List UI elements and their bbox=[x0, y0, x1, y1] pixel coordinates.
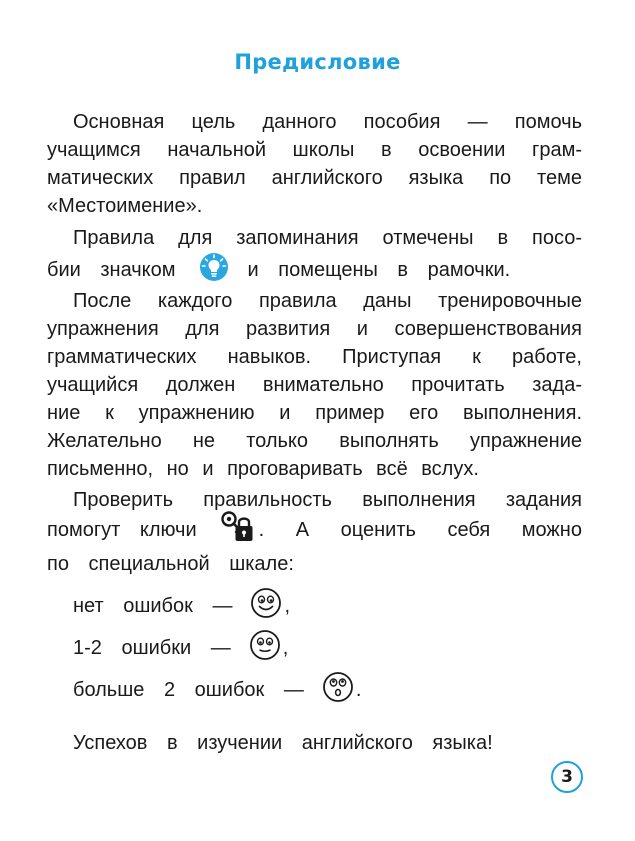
paragraph-line: упражнения для развития и совершенствования bbox=[47, 318, 582, 340]
scale-label: нет ошибок — bbox=[73, 594, 233, 617]
paragraph-text: помогут ключи bbox=[47, 519, 197, 541]
scale-punct: , bbox=[282, 636, 289, 659]
paragraph-line: учащийся должен внимательно прочитать зада- bbox=[47, 374, 582, 396]
paragraph-text bbox=[259, 518, 582, 542]
scale-label: больше 2 ошибок — bbox=[73, 678, 304, 701]
surprised-face-icon bbox=[322, 671, 354, 709]
scale-item bbox=[73, 586, 290, 626]
paragraph-line bbox=[47, 516, 582, 544]
scale-item bbox=[73, 670, 361, 710]
paragraph-line: «Местоимение». bbox=[47, 195, 203, 217]
paragraph-line: грамматических навыков. Приступая к работе, bbox=[47, 346, 582, 368]
key-lock-icon bbox=[219, 509, 257, 551]
page-title: Предисловие bbox=[234, 50, 401, 74]
paragraph-line: Правила для запоминания отмечены в посо- bbox=[73, 227, 582, 249]
scale-label: 1-2 ошибки — bbox=[73, 636, 231, 659]
paragraph-line: ние к упражнению и пример его выполнения. bbox=[47, 402, 582, 424]
neutral-face-icon bbox=[249, 629, 281, 667]
paragraph-line: матических правил английского языка по теме bbox=[47, 167, 582, 189]
paragraph-text: и помещены в рамочки. bbox=[247, 259, 511, 281]
paragraph-line: После каждого правила даны тренировочные bbox=[73, 290, 582, 312]
paragraph-line: Проверить правильность выполнения задания bbox=[73, 489, 582, 511]
scale-punct: . bbox=[355, 678, 362, 701]
closing-line: Успехов в изучении английского языка! bbox=[73, 732, 493, 754]
paragraph-line: учащимся начальной школы в освоении грам- bbox=[47, 139, 582, 161]
paragraph-line: по специальной шкале: bbox=[47, 553, 294, 575]
scale-punct: , bbox=[284, 594, 291, 617]
paragraph-line: Основная цель данного пособия — помочь bbox=[73, 111, 582, 133]
scale-item bbox=[73, 628, 288, 668]
page-number: 3 bbox=[551, 761, 583, 793]
paragraph-line bbox=[47, 256, 582, 284]
paragraph-text: бии значком bbox=[47, 259, 176, 281]
happy-face-icon bbox=[250, 587, 282, 625]
paragraph-line: письменно, но и проговаривать всё вслух. bbox=[47, 458, 479, 480]
lightbulb-icon bbox=[198, 251, 230, 289]
paragraph-text: . А оценить себя можно bbox=[258, 519, 582, 541]
paragraph-line: Желательно не только выполнять упражнение bbox=[47, 430, 582, 452]
